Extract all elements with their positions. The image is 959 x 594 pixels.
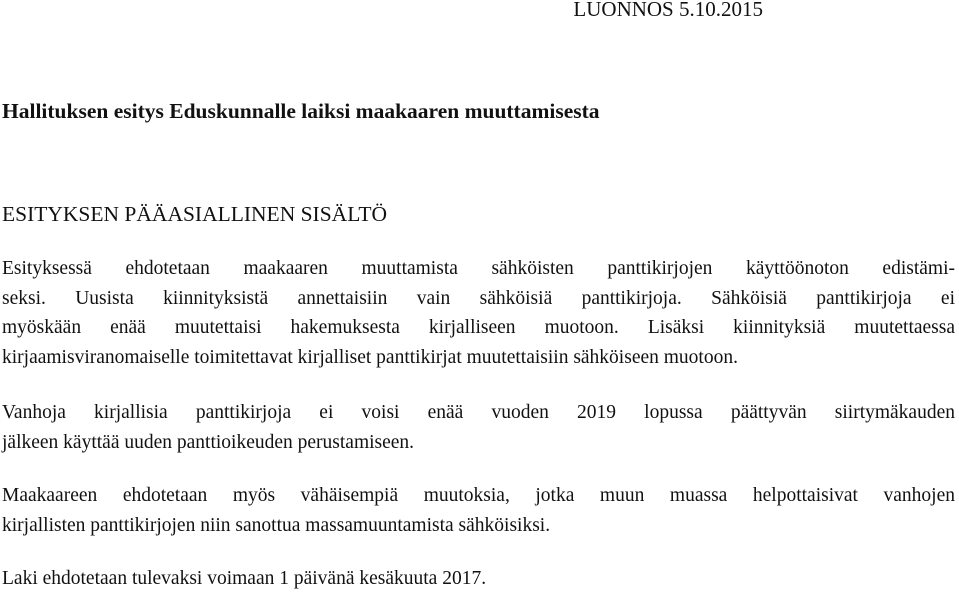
paragraph-line: kirjallisten panttikirjojen niin sanottua massamuuntamista sähköisiksi.	[2, 514, 551, 536]
paragraph-line: jälkeen käyttää uuden panttioikeuden perustamiseen.	[2, 431, 415, 453]
paragraph-line: Vanhoja kirjallisia panttikirjoja ei voisi enää vuoden 2019 lopussa päättyvän siirtymäkauden	[2, 402, 955, 423]
paragraph-entry-into-force	[2, 564, 955, 594]
paragraph-transition-period	[2, 398, 955, 457]
paragraph-line: Laki ehdotetaan tulevaksi voimaan 1 päivänä kesäkuuta 2017.	[2, 568, 487, 589]
paragraph-line: myöskään enää muutettaisi hakemuksesta kirjalliseen muotoon. Lisäksi kiinnityksiä muutettaessa	[2, 317, 955, 338]
paragraph-line: seksi. Uusista kiinnityksistä annettaisiin vain sähköisiä panttikirjoja. Sähköisiä panttikirjoja ei	[2, 287, 955, 309]
paragraph-summary	[2, 254, 955, 372]
paragraph-minor-changes	[2, 481, 955, 540]
paragraph-line: kirjaamisviranomaiselle toimitettavat kirjalliset panttikirjat muutettaisiin sähköiseen muotoon.	[2, 346, 738, 368]
paragraph-line: Esityksessä ehdotetaan maakaaren muuttamista sähköisten panttikirjojen käyttöönoton edistämi-	[2, 258, 955, 279]
draft-date-label: LUONNOS 5.10.2015	[573, 0, 763, 21]
paragraph-line: Maakaareen ehdotetaan myös vähäisempiä muutoksia, jotka muun muassa helpottaisivat vanhojen	[2, 485, 955, 506]
document-title: Hallituksen esitys Eduskunnalle laiksi maakaaren muuttamisesta	[2, 99, 600, 123]
section-heading: ESITYKSEN PÄÄASIALLINEN SISÄLTÖ	[2, 202, 388, 226]
